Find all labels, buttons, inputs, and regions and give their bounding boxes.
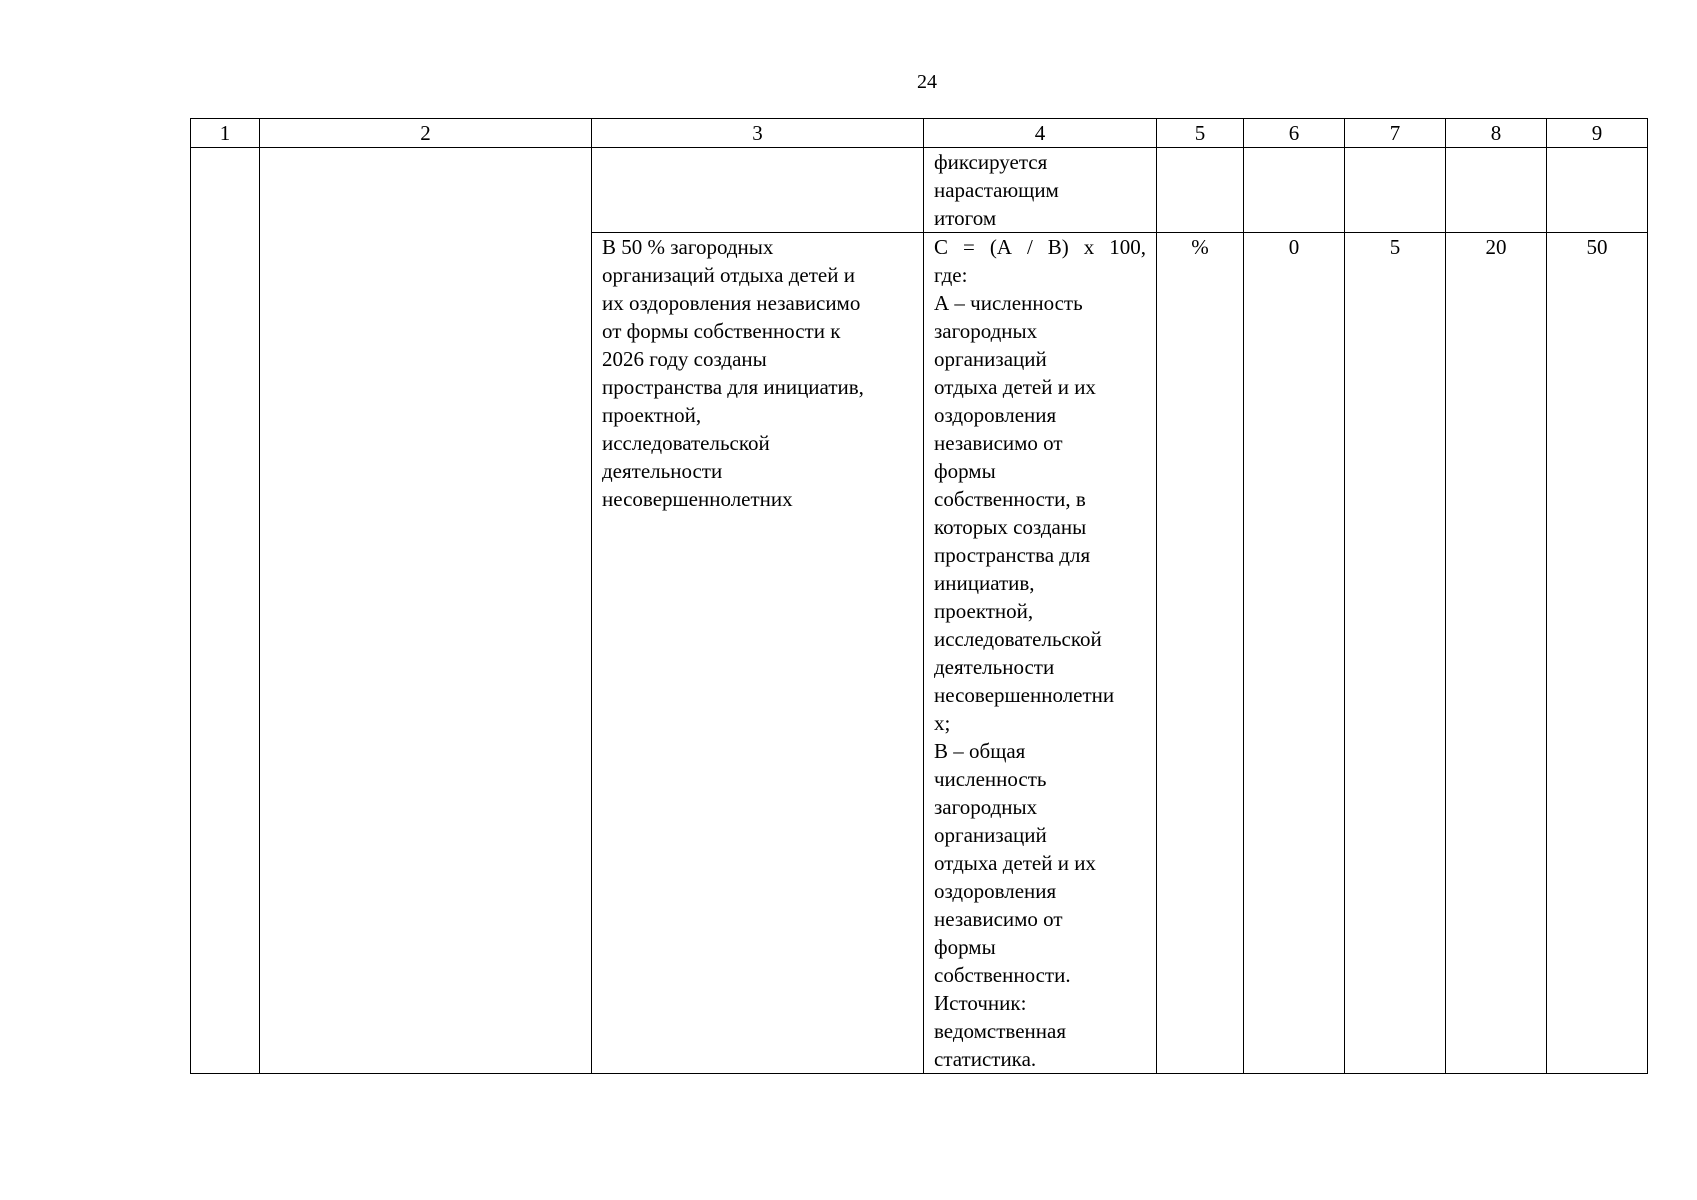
cell-value-col9: 50 [1547, 233, 1648, 1074]
text-line: от формы собственности к [602, 319, 841, 343]
indicator-table [190, 118, 1648, 1074]
text-line: деятельности [934, 655, 1055, 679]
text-line: отдыха детей и их [934, 375, 1096, 399]
column-header-9: 9 [1547, 119, 1648, 148]
column-header-5: 5 [1157, 119, 1244, 148]
cell-col3-empty [592, 148, 924, 233]
text-line: инициатив, [934, 571, 1035, 595]
column-header-7: 7 [1345, 119, 1446, 148]
text-line: проектной, [602, 403, 702, 427]
text-line: В – общая [934, 739, 1026, 763]
text-line: формы [934, 935, 996, 959]
formula-line: С = (А / В) х 100, [934, 235, 1146, 259]
cell-col4-continuation [924, 148, 1157, 233]
text-line: В 50 % загородных [602, 235, 774, 259]
text-line: собственности, в [934, 487, 1086, 511]
text-line: исследовательской [934, 627, 1102, 651]
cell-col5-empty [1157, 148, 1244, 233]
text-line: оздоровления [934, 403, 1057, 427]
text-line: Источник: [934, 991, 1027, 1015]
cell-calculation-method [924, 233, 1157, 1074]
cell-value-col6: 0 [1244, 233, 1345, 1074]
table-row-continuation [191, 148, 1648, 233]
text-line: исследовательской [602, 431, 770, 455]
text-line: их оздоровления независимо [602, 291, 861, 315]
cell-indicator-description [592, 233, 924, 1074]
text-line: загородных [934, 795, 1038, 819]
cell-col7-empty [1345, 148, 1446, 233]
text-line: организаций [934, 347, 1047, 371]
column-header-3: 3 [592, 119, 924, 148]
column-header-4: 4 [924, 119, 1157, 148]
text-line: пространства для инициатив, [602, 375, 864, 399]
text-line: ведомственная [934, 1019, 1066, 1043]
cell-unit: % [1157, 233, 1244, 1074]
text-line: оздоровления [934, 879, 1057, 903]
text-line: статистика. [934, 1047, 1037, 1071]
text-line: пространства для [934, 543, 1091, 567]
text-line: деятельности [602, 459, 723, 483]
text-line: итогом [934, 206, 997, 230]
cell-value-col7: 5 [1345, 233, 1446, 1074]
cell-col6-empty [1244, 148, 1345, 233]
column-header-1: 1 [191, 119, 260, 148]
text-line: нарастающим [934, 178, 1059, 202]
text-line: независимо от [934, 431, 1063, 455]
text-line: х; [934, 711, 951, 735]
text-line: организаций [934, 823, 1047, 847]
page-number: 24 [917, 71, 937, 93]
text-line: отдыха детей и их [934, 851, 1096, 875]
text-line: собственности. [934, 963, 1071, 987]
text-line: 2026 году созданы [602, 347, 767, 371]
text-line: организаций отдыха детей и [602, 263, 855, 287]
column-header-6: 6 [1244, 119, 1345, 148]
text-line: фиксируется [934, 150, 1048, 174]
cell-col8-empty [1446, 148, 1547, 233]
column-number-row [191, 119, 1648, 148]
text-line: которых созданы [934, 515, 1087, 539]
text-line: несовершеннолетни [934, 683, 1115, 707]
text-line: загородных [934, 319, 1038, 343]
text-line: численность [934, 767, 1047, 791]
column-header-8: 8 [1446, 119, 1547, 148]
text-line: где: [934, 263, 968, 287]
column-header-2: 2 [260, 119, 592, 148]
text-line: проектной, [934, 599, 1034, 623]
cell-col9-empty [1547, 148, 1648, 233]
cell-col1-empty [191, 148, 260, 1074]
text-line: А – численность [934, 291, 1083, 315]
cell-value-col8: 20 [1446, 233, 1547, 1074]
text-line: формы [934, 459, 996, 483]
text-line: несовершеннолетних [602, 487, 793, 511]
text-line: независимо от [934, 907, 1063, 931]
cell-col2-empty [260, 148, 592, 1074]
